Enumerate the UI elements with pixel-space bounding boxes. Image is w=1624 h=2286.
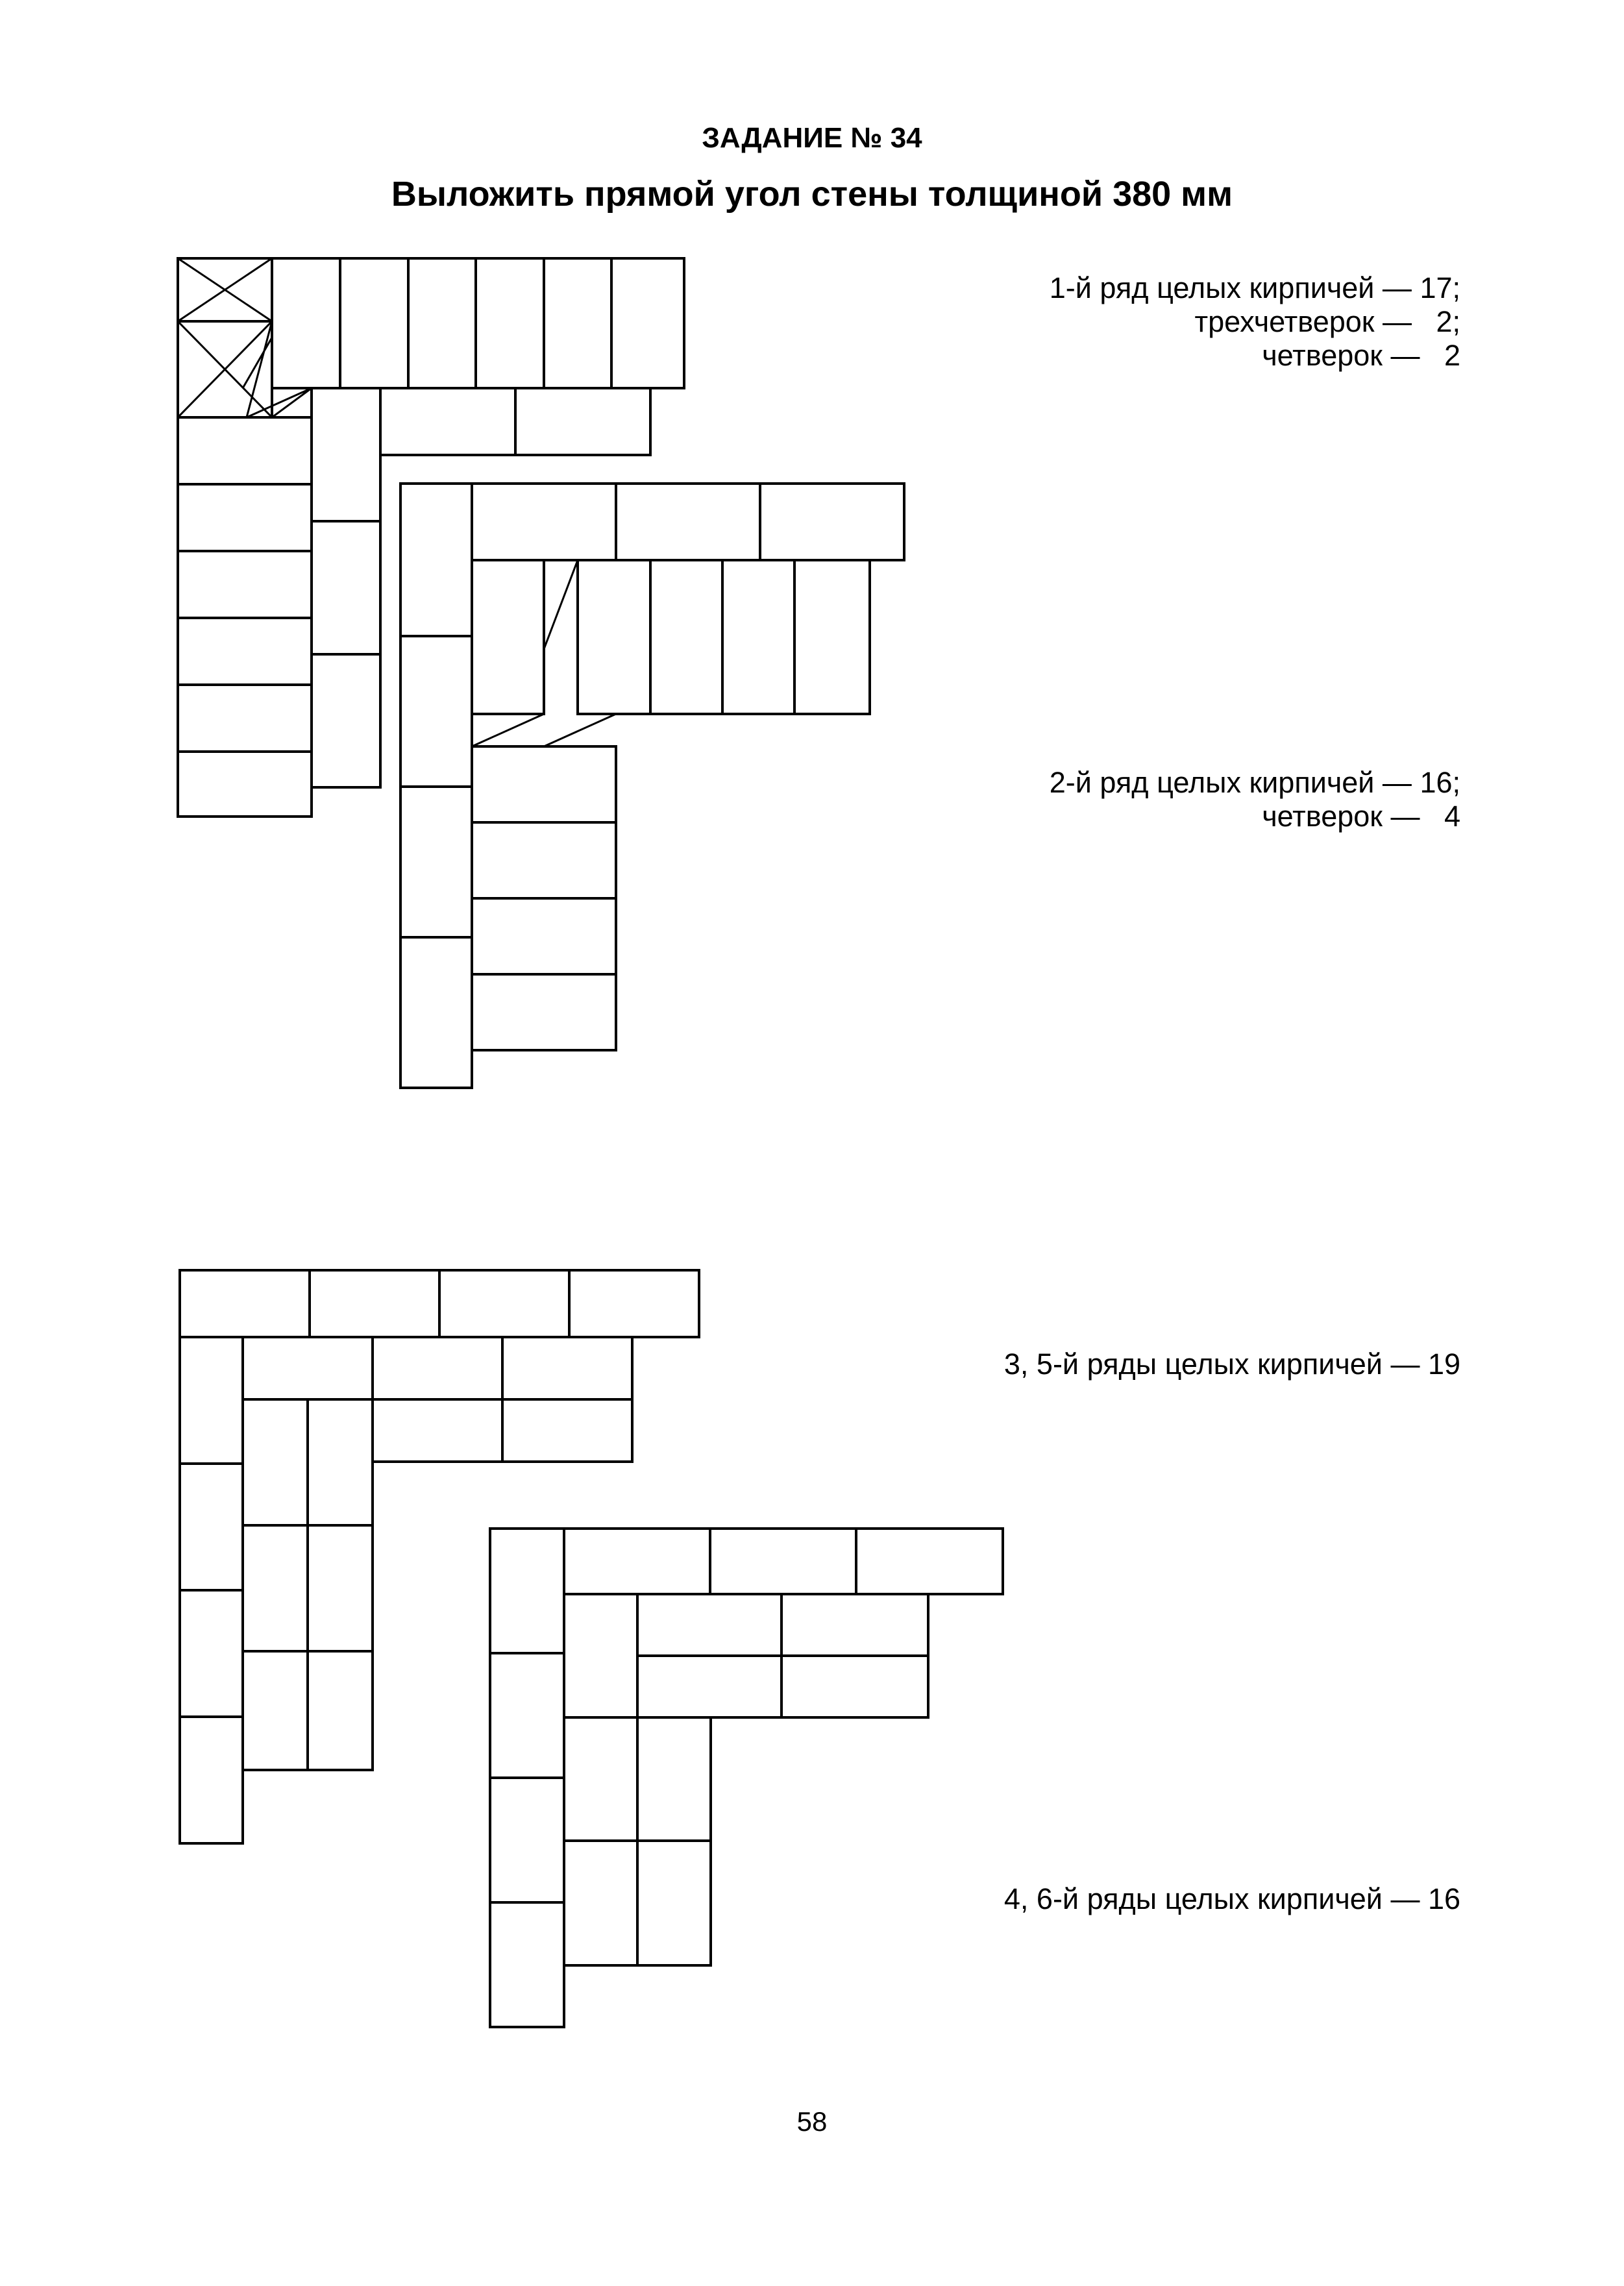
row46-inner-brick <box>637 1656 781 1717</box>
row35-inner-column-brick <box>243 1651 308 1770</box>
row1-inner-brick <box>380 388 515 455</box>
row2-left-brick <box>400 787 472 937</box>
row2-inner-brick <box>578 560 650 714</box>
row2-lower-brick <box>472 898 616 974</box>
row1-left-brick <box>178 484 312 551</box>
row2-inner-brick <box>722 560 794 714</box>
row1-left-brick <box>178 551 312 618</box>
row1-left-brick <box>178 685 312 752</box>
task-subtitle: Выложить прямой угол стены толщиной 380 мм <box>391 175 1233 214</box>
row2-line-whole: 2-й ряд целых кирпичей — 16; <box>1049 766 1460 799</box>
row1-inner-column-brick <box>312 521 380 654</box>
row35-inner-brick <box>243 1337 373 1399</box>
task-title: ЗАДАНИЕ № 34 <box>702 122 922 154</box>
row1-top-brick <box>544 258 611 388</box>
row35-inner-brick <box>373 1337 502 1399</box>
row1-line-whole: 1-й ряд целых кирпичей — 17; <box>1049 271 1460 304</box>
row35-inner-column-brick <box>243 1399 308 1525</box>
row1-inner-column-brick <box>312 654 380 787</box>
row35-inner-column-brick <box>308 1525 373 1651</box>
row2-inner-brick <box>650 560 722 714</box>
row1-top-brick <box>408 258 476 388</box>
row46-inner-column-brick <box>637 1717 711 1841</box>
row1-inner-brick <box>312 388 380 521</box>
row2-lower-brick <box>472 822 616 898</box>
row46-left-brick <box>490 1902 564 2027</box>
row1-top-brick <box>611 258 684 388</box>
row35-top-brick <box>569 1270 699 1337</box>
row46-left-brick <box>490 1778 564 1902</box>
row46-left-brick <box>490 1529 564 1653</box>
row1-top-brick <box>476 258 544 388</box>
row46-top-brick <box>856 1529 1003 1594</box>
row46-inner-brick <box>637 1594 781 1656</box>
row35-left-brick <box>180 1717 243 1843</box>
row2-left-brick <box>400 484 472 636</box>
row35-inner-brick <box>373 1399 502 1462</box>
row1-inner-brick <box>515 388 650 455</box>
row35-brick-layout <box>180 1270 699 1843</box>
row46-inner-brick <box>781 1656 928 1717</box>
row46-top-brick <box>564 1529 710 1594</box>
row46-inner-brick <box>781 1594 928 1656</box>
row46-inner-column-brick <box>637 1841 711 1965</box>
row46-left-brick <box>490 1653 564 1778</box>
row2-top-brick <box>760 484 904 560</box>
row46-inner-column-brick <box>564 1841 637 1965</box>
row2-lower-brick <box>472 974 616 1050</box>
row1-left-brick <box>178 752 312 817</box>
row35-inner-brick <box>502 1399 632 1462</box>
row2-top-brick <box>472 484 616 560</box>
row46-brick-layout <box>490 1529 1003 2027</box>
row35-inner-column-brick <box>243 1525 308 1651</box>
row2-quarter-piece <box>472 714 616 746</box>
row46-top-brick <box>710 1529 856 1594</box>
row2-left-brick <box>400 937 472 1088</box>
row1-line-three-quarter: трехчетверок — 2; <box>1194 305 1460 338</box>
row1-left-brick <box>178 417 312 484</box>
row46-inner-column-brick <box>564 1717 637 1841</box>
row2-line-quarter: четверок — 4 <box>1262 800 1460 833</box>
row1-line-quarter: четверок — 2 <box>1262 339 1460 372</box>
row35-left-brick <box>180 1464 243 1590</box>
row35-top-brick <box>439 1270 569 1337</box>
row2-diagonal-quarter <box>544 560 578 714</box>
row35-top-brick <box>310 1270 439 1337</box>
row35-inner-column-brick <box>308 1399 373 1525</box>
row35-line-whole: 3, 5-й ряды целых кирпичей — 19 <box>1003 1347 1460 1381</box>
row46-inner-column-brick <box>564 1594 637 1717</box>
row35-inner-column-brick <box>308 1651 373 1770</box>
row2-lower-brick <box>472 746 616 822</box>
row46-line-whole: 4, 6-й ряды целых кирпичей — 16 <box>1003 1882 1460 1915</box>
row35-left-brick <box>180 1590 243 1717</box>
row2-corner-brick <box>472 560 544 714</box>
row35-left-brick <box>180 1337 243 1464</box>
row35-top-brick <box>180 1270 310 1337</box>
row2-left-brick <box>400 636 472 787</box>
page-number: 58 <box>796 2106 828 2137</box>
row1-brick-layout <box>178 258 684 817</box>
row2-inner-brick <box>794 560 870 714</box>
row1-top-brick <box>340 258 408 388</box>
row35-inner-brick <box>502 1337 632 1399</box>
row1-left-brick <box>178 618 312 685</box>
row2-brick-layout <box>400 484 904 1088</box>
row1-top-brick <box>272 258 340 388</box>
row2-top-brick <box>616 484 760 560</box>
